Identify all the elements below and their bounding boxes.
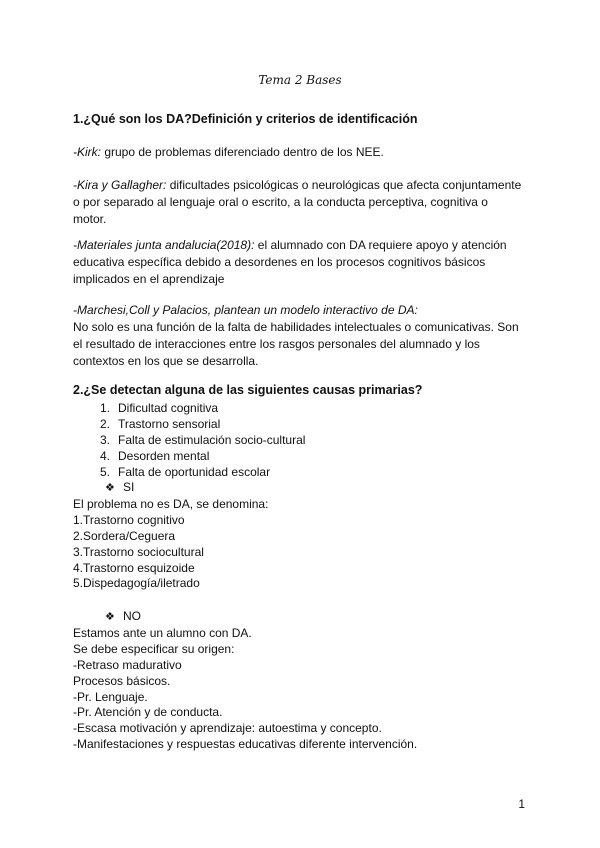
definition-junta-text: el alumnado con DA requiere apoyo y atención educativa específica debido a desordenes en los procesos cognitivos básicos implicados en el aprendizaje xyxy=(73,238,507,286)
si-outcome-list xyxy=(73,496,268,591)
question-2-heading: 2.¿Se detectan alguna de las siguientes causas primarias? xyxy=(73,383,423,397)
list-item: Se debe especificar su origen: xyxy=(73,641,235,656)
author-kirk: -Kirk: xyxy=(73,145,101,159)
list-item: -Retraso madurativo xyxy=(73,657,182,672)
si-intro: El problema no es DA, se denomina: xyxy=(73,497,269,511)
document-title: Tema 2 Bases xyxy=(258,73,342,87)
list-item: Procesos básicos. xyxy=(73,673,171,688)
author-marchesi: -Marchesi,Coll y Palacios, plantean un modelo interactivo de DA: xyxy=(73,303,418,317)
definition-marchesi xyxy=(73,302,523,370)
list-item: 2. Trastorno sensorial xyxy=(99,416,221,431)
list-item: -Pr. Lenguaje. xyxy=(73,689,148,704)
list-item: 4. Desorden mental xyxy=(99,448,210,463)
primary-causes-list xyxy=(90,400,305,479)
list-item: 5. Falta de oportunidad escolar xyxy=(99,464,271,479)
definition-kira-text: dificultades psicológicas o neurológicas que afecta conjuntamente o por separado al lenguaje oral o escrito, a la conducta perceptiva, cognitiva o motor. xyxy=(73,178,522,226)
option-si xyxy=(105,480,134,494)
definition-junta-andalucia xyxy=(73,237,523,288)
option-no xyxy=(105,609,141,623)
list-item: 1.Trastorno cognitivo xyxy=(73,512,185,527)
author-junta-andalucia: -Materiales junta andalucia(2018): xyxy=(73,238,255,252)
question-1-heading: 1.¿Qué son los DA?Definición y criterios de identificación xyxy=(73,112,418,126)
list-item: Estamos ante un alumno con DA. xyxy=(73,626,252,640)
diamond-bullet-icon: ❖ xyxy=(105,611,115,623)
list-item: -Manifestaciones y respuestas educativas diferente intervención. xyxy=(73,737,418,752)
list-item: 4.Trastorno esquizoide xyxy=(73,560,195,575)
definition-marchesi-text: No solo es una función de la falta de habilidades intelectuales o comunicativas. Son el resultado de interacciones entre los rasgos personales del alumnado y los contextos en los que se desarrolla. xyxy=(73,320,519,368)
definition-kirk-text: grupo de problemas diferenciado dentro de los NEE. xyxy=(101,145,384,159)
list-item: 2.Sordera/Ceguera xyxy=(73,528,176,543)
author-kira-gallagher: -Kira y Gallagher: xyxy=(73,178,167,192)
list-item: 3.Trastorno sociocultural xyxy=(73,544,204,559)
list-item: -Escasa motivación y aprendizaje: autoestima y concepto. xyxy=(73,721,382,736)
option-si-label: SI xyxy=(123,480,135,494)
list-item: 3. Falta de estimulación socio-cultural xyxy=(99,432,306,447)
list-item: -Pr. Atención y de conducta. xyxy=(73,705,223,720)
diamond-bullet-icon: ❖ xyxy=(105,482,115,494)
list-item: 5.Dispedagogía/iletrado xyxy=(73,576,200,591)
definition-kirk xyxy=(73,144,523,161)
no-outcome-list xyxy=(73,625,417,752)
list-item: 1. Dificultad cognitiva xyxy=(99,401,219,415)
option-no-label: NO xyxy=(123,609,141,623)
page-number: 1 xyxy=(518,797,525,811)
definition-kira-gallagher xyxy=(73,177,523,228)
